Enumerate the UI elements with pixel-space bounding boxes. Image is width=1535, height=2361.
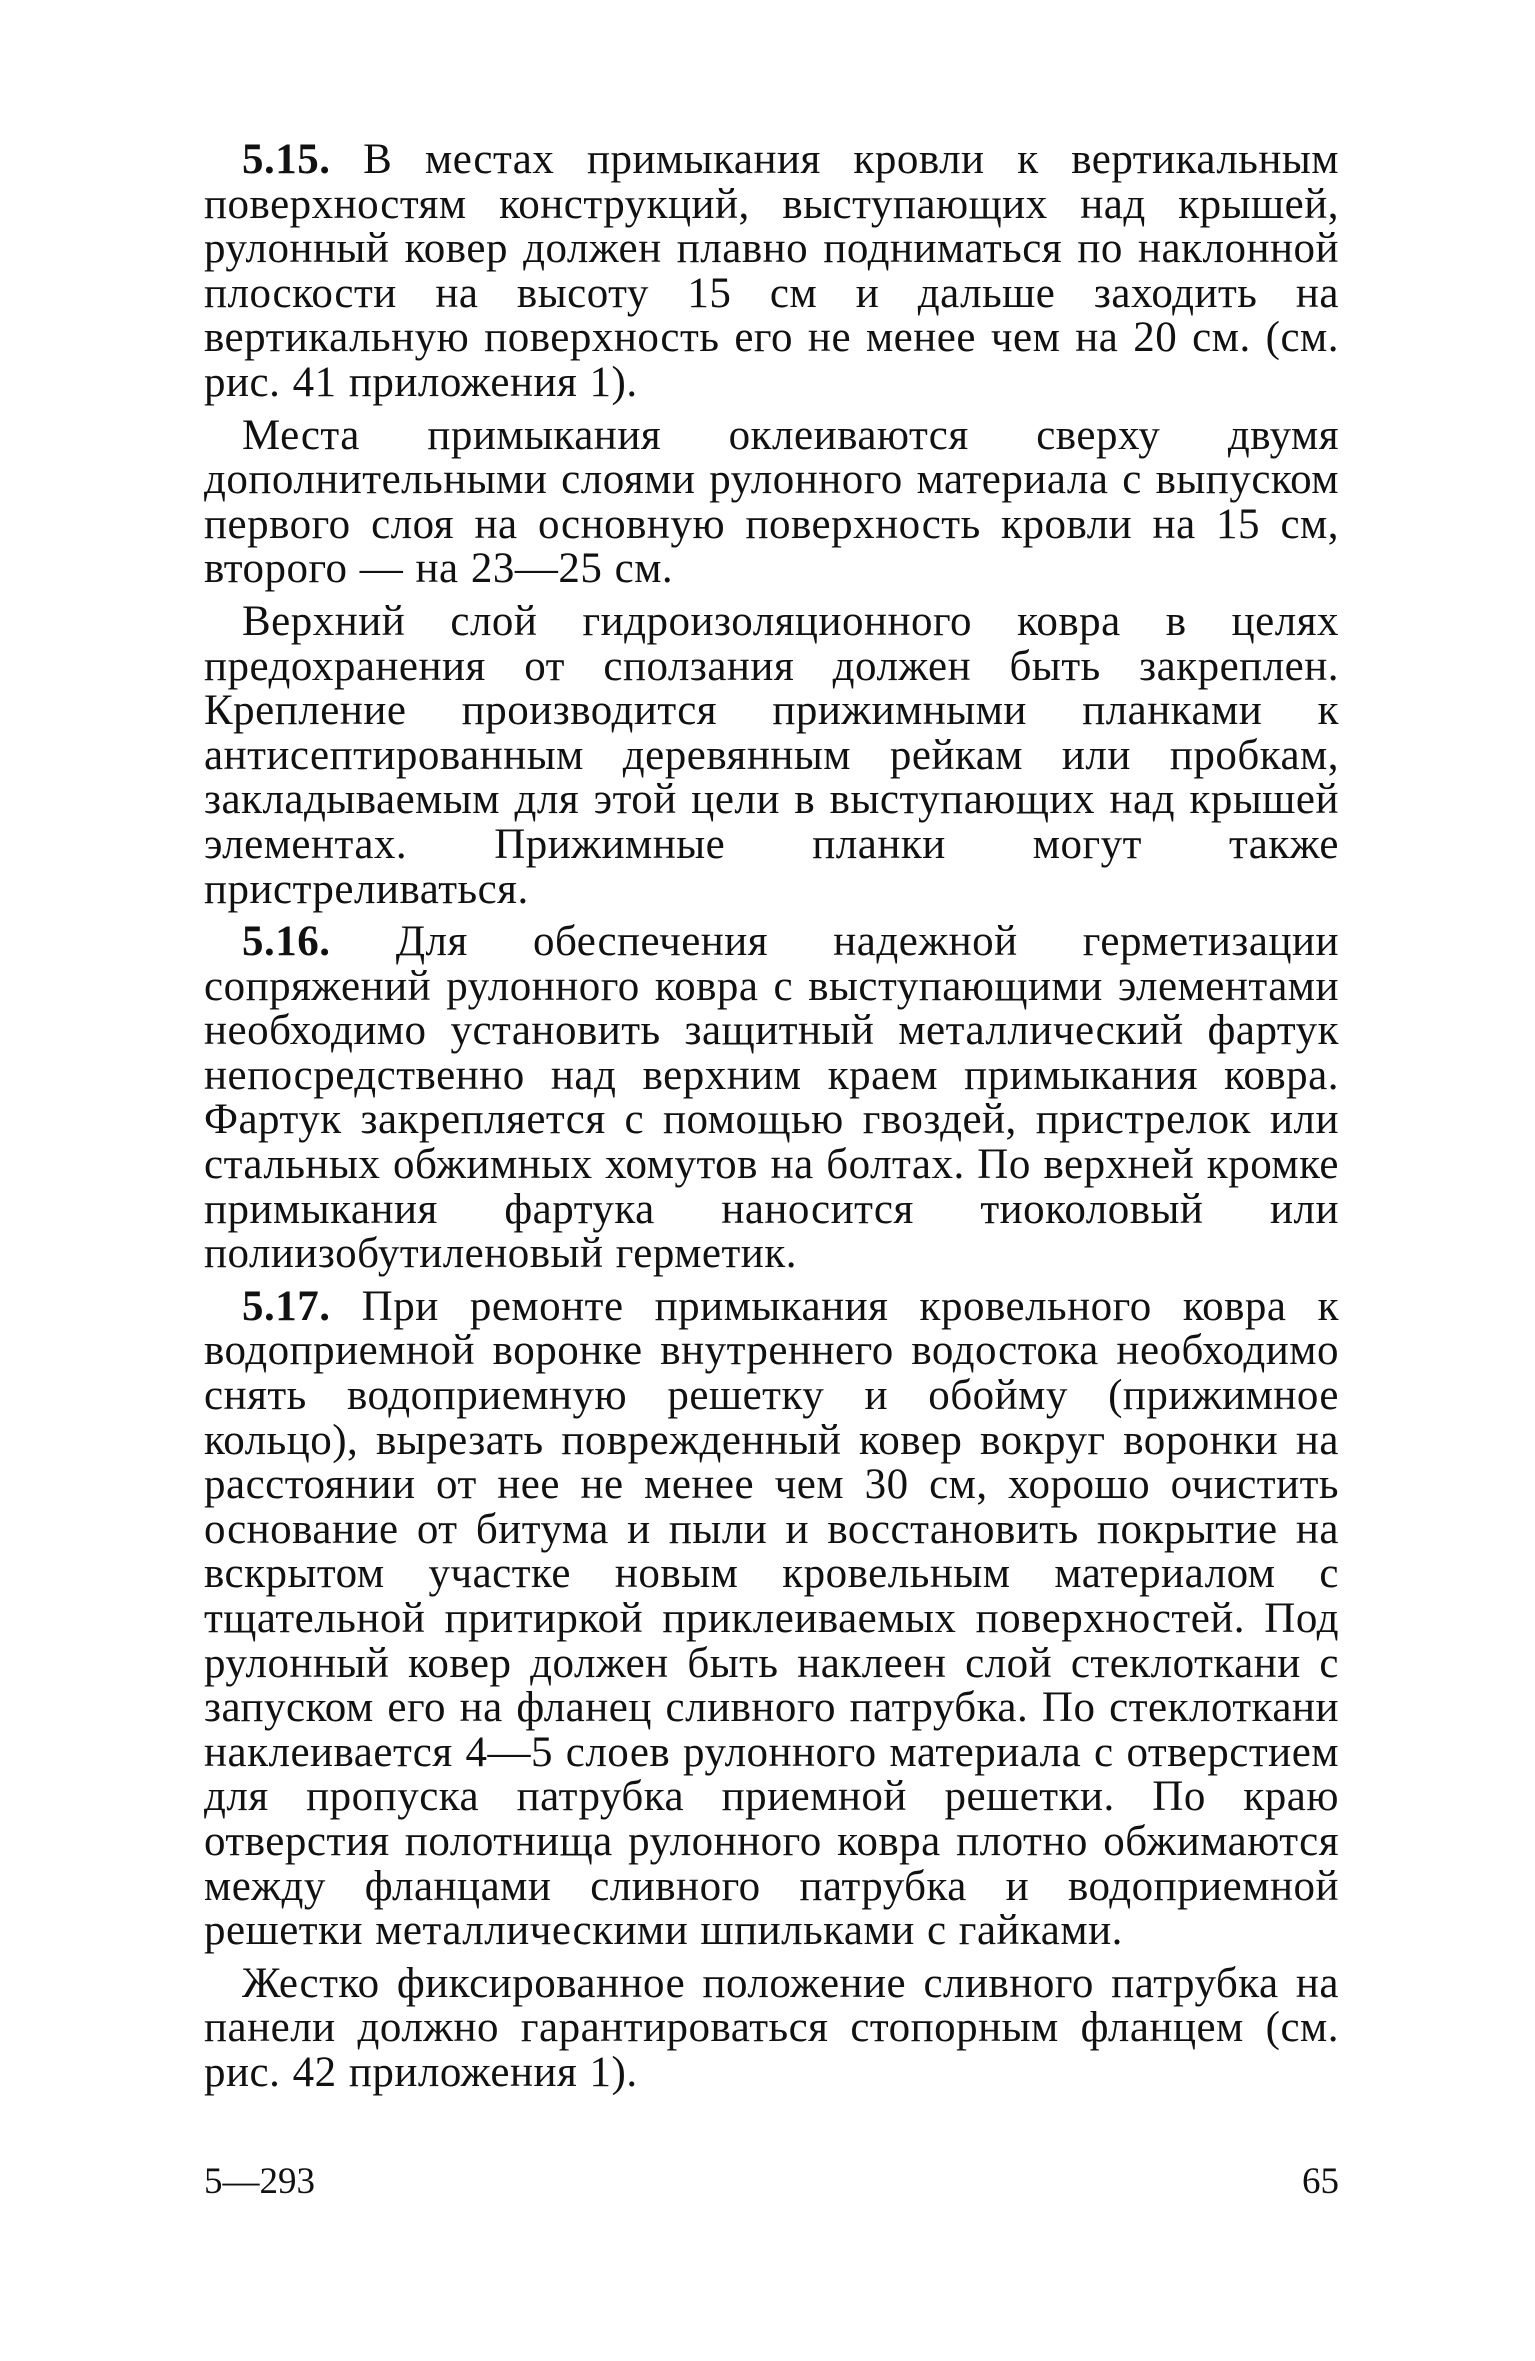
- paragraph-text: Места примыкания оклеиваются сверху двумя дополнительными слоями рулонного материала с выпуском первого слоя на основную поверхность кровли на 15 см, второго — на 23—25 см.: [204, 411, 1339, 593]
- paragraph-abutment-layers: [204, 411, 1339, 593]
- paragraph-text: Для обеспечения надежной герметизации сопряжений рулонного ковра с выступающими элементами необходимо установить защитный металлический фартук непосредственно над верхним краем примыкания ковра. Фартук закрепляется с помощью гвоздей, пристрелок или стальных обжимных хомутов на болтах. По верхней кромке примыкания фартука наносится тиоколовый или полиизобутиленовый герметик.: [204, 918, 1340, 1278]
- clause-number: 5.17.: [242, 1282, 331, 1330]
- clause-number: 5.16.: [242, 918, 331, 966]
- paragraph-5-16: [204, 920, 1339, 1277]
- paragraph-text: При ремонте примыкания кровельного ковра к водоприемной воронке внутреннего водостока необходимо снять водоприемную решетку и обойму (прижимное кольцо), вырезать поврежденный ковер вокруг воронки на расстоянии от нее не менее чем 30 см, хорошо очистить основание от битума и пыли и восстановить покрытие на вскрытом участке новым кровельным материалом с тщательной притиркой приклеиваемых поверхностей. Под рулонный ковер должен быть наклеен слой стеклоткани с запуском его на фланец сливного патрубка. По стеклоткани наклеивается 4—5 слоев рулонного материала с отверстием для пропуска патрубка приемной решетки. По краю отверстия полотнища рулонного ковра плотно обжимаются между фланцами сливного патрубка и водоприемной решетки металлическими шпильками с гайками.: [204, 1282, 1339, 1955]
- paragraph-5-15: [204, 138, 1339, 406]
- paragraph-text: Верхний слой гидроизоляционного ковра в целях предохранения от сползания должен быть закреплен. Крепление производится прижимными планками к антисептированным деревянным рейкам или пробкам, закладываемым для этой цели в выступающих над крышей элементах. Прижимные планки могут также пристреливаться.: [204, 597, 1339, 913]
- paragraph-top-layer-fixing: [204, 597, 1339, 913]
- paragraph-fixed-position: [204, 1959, 1339, 2096]
- page-number: 65: [1302, 2161, 1339, 2202]
- paragraph-text: В местах примыкания кровли к вертикальным поверхностям конструкций, выступающих над крышей, рулонный ковер должен плавно подниматься по наклонной плоскости на высоту 15 см и дальше заходить на вертикальную поверхность его не менее чем на 20 см. (см. рис. 41 приложения 1).: [204, 136, 1340, 406]
- clause-number: 5.15.: [242, 136, 331, 183]
- paragraph-text: Жестко фиксированное положение сливного патрубка на панели должно гарантироваться стопорным фланцем (см. рис. 42 приложения 1).: [204, 1959, 1339, 2096]
- page-footer: [204, 2162, 1339, 2202]
- paragraph-5-17: [204, 1282, 1339, 1955]
- printer-signature: 5—293: [204, 2161, 315, 2202]
- page-body: [204, 138, 1339, 2096]
